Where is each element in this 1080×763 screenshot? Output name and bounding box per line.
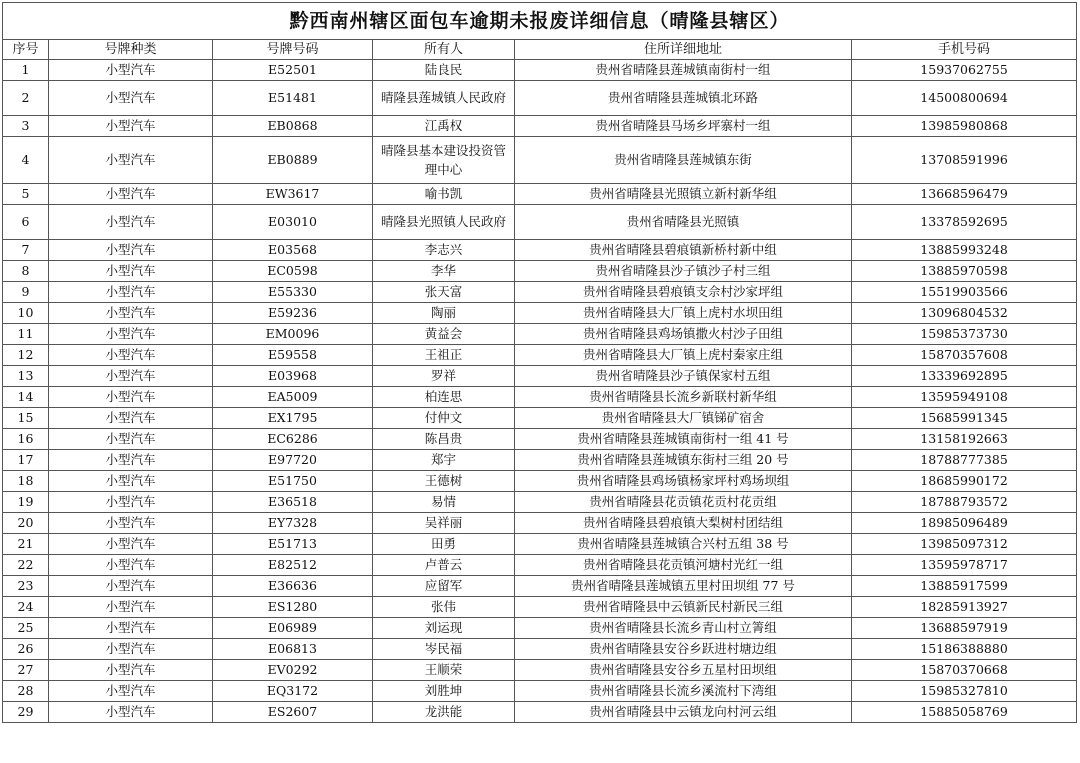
cell-seq: 10 [3,303,49,324]
cell-plate-type: 小型汽车 [49,534,213,555]
cell-address: 贵州省晴隆县安谷乡跃进村塘边组 [515,639,852,660]
cell-address: 贵州省晴隆县安谷乡五星村田坝组 [515,660,852,681]
table-row [3,681,1077,702]
cell-address: 贵州省晴隆县大厂镇上虎村水坝田组 [515,303,852,324]
cell-phone: 15519903566 [852,282,1077,303]
cell-seq: 16 [3,429,49,450]
cell-phone: 13985980868 [852,116,1077,137]
cell-plate-type: 小型汽车 [49,492,213,513]
table-row [3,137,1077,184]
table-row [3,387,1077,408]
header-row [3,40,1077,60]
cell-seq: 17 [3,450,49,471]
cell-address: 贵州省晴隆县莲城镇北环路 [515,81,852,116]
table-row [3,81,1077,116]
cell-seq: 2 [3,81,49,116]
cell-plate-number: E82512 [213,555,373,576]
cell-plate-type: 小型汽车 [49,660,213,681]
cell-phone: 13885993248 [852,240,1077,261]
cell-seq: 21 [3,534,49,555]
cell-plate-type: 小型汽车 [49,681,213,702]
cell-address: 贵州省晴隆县莲城镇五里村田坝组 77 号 [515,576,852,597]
cell-plate-number: EQ3172 [213,681,373,702]
cell-owner: 田勇 [373,534,515,555]
cell-plate-type: 小型汽车 [49,471,213,492]
cell-phone: 13668596479 [852,184,1077,205]
cell-plate-type: 小型汽车 [49,240,213,261]
cell-plate-number: EV0292 [213,660,373,681]
cell-seq: 12 [3,345,49,366]
cell-seq: 20 [3,513,49,534]
cell-plate-number: E06813 [213,639,373,660]
cell-owner: 应留军 [373,576,515,597]
cell-phone: 13595978717 [852,555,1077,576]
cell-plate-type: 小型汽车 [49,324,213,345]
cell-owner: 王祖正 [373,345,515,366]
page-title: 黔西南州辖区面包车逾期未报废详细信息（晴隆县辖区） [3,3,1077,40]
cell-phone: 15685991345 [852,408,1077,429]
cell-phone: 15870357608 [852,345,1077,366]
cell-seq: 14 [3,387,49,408]
cell-phone: 13885917599 [852,576,1077,597]
cell-owner: 陶丽 [373,303,515,324]
cell-address: 贵州省晴隆县长流乡青山村立箐组 [515,618,852,639]
cell-plate-number: ES2607 [213,702,373,723]
cell-phone: 13378592695 [852,205,1077,240]
cell-plate-number: EW3617 [213,184,373,205]
cell-owner: 晴隆县莲城镇人民政府 [373,81,515,116]
cell-plate-number: EM0096 [213,324,373,345]
cell-phone: 14500800694 [852,81,1077,116]
cell-plate-number: E59236 [213,303,373,324]
cell-plate-type: 小型汽车 [49,555,213,576]
table-row [3,60,1077,81]
cell-plate-number: EY7328 [213,513,373,534]
cell-address: 贵州省晴隆县大厂镇上虎村秦家庄组 [515,345,852,366]
cell-address: 贵州省晴隆县长流乡溪流村下湾组 [515,681,852,702]
table-body [3,60,1077,723]
cell-address: 贵州省晴隆县鸡场镇杨家坪村鸡场坝组 [515,471,852,492]
cell-owner: 柏连思 [373,387,515,408]
table-row [3,366,1077,387]
cell-address: 贵州省晴隆县中云镇龙向村河云组 [515,702,852,723]
cell-phone: 13885970598 [852,261,1077,282]
table-row [3,261,1077,282]
cell-plate-number: EB0889 [213,137,373,184]
table-row [3,408,1077,429]
cell-plate-number: E03568 [213,240,373,261]
cell-owner: 陆良民 [373,60,515,81]
cell-phone: 15186388880 [852,639,1077,660]
cell-plate-type: 小型汽车 [49,205,213,240]
header-phone: 手机号码 [852,40,1077,60]
table-row [3,534,1077,555]
cell-address: 贵州省晴隆县碧痕镇支佘村沙家坪组 [515,282,852,303]
cell-phone: 13595949108 [852,387,1077,408]
table-row [3,576,1077,597]
header-plate-number: 号牌号码 [213,40,373,60]
cell-owner: 晴隆县光照镇人民政府 [373,205,515,240]
cell-plate-number: EX1795 [213,408,373,429]
cell-address: 贵州省晴隆县沙子镇保家村五组 [515,366,852,387]
table-row [3,660,1077,681]
cell-address: 贵州省晴隆县中云镇新民村新民三组 [515,597,852,618]
cell-plate-number: ES1280 [213,597,373,618]
cell-plate-type: 小型汽车 [49,345,213,366]
table-row [3,597,1077,618]
cell-seq: 7 [3,240,49,261]
cell-owner: 郑宇 [373,450,515,471]
cell-plate-number: E36518 [213,492,373,513]
cell-seq: 19 [3,492,49,513]
cell-seq: 1 [3,60,49,81]
cell-owner: 江禹权 [373,116,515,137]
cell-address: 贵州省晴隆县碧痕镇新桥村新中组 [515,240,852,261]
cell-seq: 5 [3,184,49,205]
cell-plate-type: 小型汽车 [49,282,213,303]
cell-plate-type: 小型汽车 [49,303,213,324]
table-row [3,618,1077,639]
cell-phone: 13985097312 [852,534,1077,555]
cell-address: 贵州省晴隆县鸡场镇撒火村沙子田组 [515,324,852,345]
cell-phone: 13688597919 [852,618,1077,639]
cell-address: 贵州省晴隆县光照镇 [515,205,852,240]
cell-plate-type: 小型汽车 [49,116,213,137]
cell-address: 贵州省晴隆县莲城镇合兴村五组 38 号 [515,534,852,555]
cell-plate-number: E03968 [213,366,373,387]
cell-plate-type: 小型汽车 [49,81,213,116]
cell-plate-number: EA5009 [213,387,373,408]
cell-plate-number: E06989 [213,618,373,639]
cell-seq: 18 [3,471,49,492]
cell-seq: 22 [3,555,49,576]
cell-plate-type: 小型汽车 [49,618,213,639]
cell-address: 贵州省晴隆县马场乡坪寨村一组 [515,116,852,137]
cell-phone: 15985327810 [852,681,1077,702]
cell-seq: 8 [3,261,49,282]
cell-plate-number: E36636 [213,576,373,597]
cell-seq: 23 [3,576,49,597]
table-row [3,513,1077,534]
cell-plate-type: 小型汽车 [49,261,213,282]
table-row [3,345,1077,366]
cell-owner: 吴祥丽 [373,513,515,534]
cell-plate-number: E59558 [213,345,373,366]
cell-phone: 13158192663 [852,429,1077,450]
cell-address: 贵州省晴隆县光照镇立新村新华组 [515,184,852,205]
cell-address: 贵州省晴隆县花贡镇河塘村光红一组 [515,555,852,576]
header-address: 住所详细地址 [515,40,852,60]
cell-phone: 13708591996 [852,137,1077,184]
cell-plate-number: E55330 [213,282,373,303]
cell-owner: 王顺荣 [373,660,515,681]
cell-seq: 3 [3,116,49,137]
cell-owner: 晴隆县基本建设投资管理中心 [373,137,515,184]
cell-phone: 15985373730 [852,324,1077,345]
cell-seq: 24 [3,597,49,618]
table-row [3,492,1077,513]
cell-phone: 13339692895 [852,366,1077,387]
cell-owner: 张天富 [373,282,515,303]
cell-owner: 黄益会 [373,324,515,345]
cell-plate-number: E52501 [213,60,373,81]
header-seq: 序号 [3,40,49,60]
cell-plate-number: EB0868 [213,116,373,137]
cell-address: 贵州省晴隆县碧痕镇大梨树村团结组 [515,513,852,534]
cell-plate-number: EC6286 [213,429,373,450]
cell-plate-number: E03010 [213,205,373,240]
cell-seq: 15 [3,408,49,429]
cell-owner: 李华 [373,261,515,282]
cell-phone: 18685990172 [852,471,1077,492]
cell-plate-type: 小型汽车 [49,184,213,205]
cell-plate-type: 小型汽车 [49,702,213,723]
cell-address: 贵州省晴隆县花贡镇花贡村花贡组 [515,492,852,513]
cell-address: 贵州省晴隆县莲城镇南街村一组 41 号 [515,429,852,450]
cell-phone: 18285913927 [852,597,1077,618]
cell-plate-number: E51713 [213,534,373,555]
cell-seq: 28 [3,681,49,702]
table-row [3,429,1077,450]
cell-plate-type: 小型汽车 [49,366,213,387]
cell-owner: 龙洪能 [373,702,515,723]
cell-plate-type: 小型汽车 [49,60,213,81]
cell-phone: 18788793572 [852,492,1077,513]
cell-owner: 岑民福 [373,639,515,660]
table-row [3,471,1077,492]
cell-address: 贵州省晴隆县大厂镇锑矿宿舍 [515,408,852,429]
cell-plate-type: 小型汽车 [49,639,213,660]
cell-address: 贵州省晴隆县莲城镇东街村三组 20 号 [515,450,852,471]
cell-plate-type: 小型汽车 [49,576,213,597]
cell-owner: 王德树 [373,471,515,492]
table-row [3,450,1077,471]
cell-owner: 罗祥 [373,366,515,387]
cell-seq: 27 [3,660,49,681]
cell-plate-number: E51481 [213,81,373,116]
cell-seq: 13 [3,366,49,387]
cell-plate-type: 小型汽车 [49,429,213,450]
cell-plate-number: E97720 [213,450,373,471]
cell-phone: 18985096489 [852,513,1077,534]
cell-phone: 13096804532 [852,303,1077,324]
cell-phone: 15937062755 [852,60,1077,81]
cell-address: 贵州省晴隆县莲城镇东街 [515,137,852,184]
table-row [3,184,1077,205]
cell-plate-type: 小型汽车 [49,137,213,184]
cell-plate-number: EC0598 [213,261,373,282]
table-row [3,639,1077,660]
header-owner: 所有人 [373,40,515,60]
cell-owner: 付仲文 [373,408,515,429]
cell-phone: 18788777385 [852,450,1077,471]
cell-plate-number: E51750 [213,471,373,492]
cell-address: 贵州省晴隆县长流乡新联村新华组 [515,387,852,408]
cell-seq: 26 [3,639,49,660]
table-row [3,303,1077,324]
cell-seq: 11 [3,324,49,345]
cell-seq: 29 [3,702,49,723]
cell-owner: 陈昌贵 [373,429,515,450]
cell-address: 贵州省晴隆县沙子镇沙子村三组 [515,261,852,282]
table-row [3,282,1077,303]
table-row [3,324,1077,345]
header-plate-type: 号牌种类 [49,40,213,60]
cell-phone: 15885058769 [852,702,1077,723]
cell-owner: 刘运现 [373,618,515,639]
cell-plate-type: 小型汽车 [49,408,213,429]
table-row [3,240,1077,261]
cell-owner: 易情 [373,492,515,513]
cell-plate-type: 小型汽车 [49,450,213,471]
cell-seq: 6 [3,205,49,240]
cell-plate-type: 小型汽车 [49,513,213,534]
cell-owner: 刘胜坤 [373,681,515,702]
cell-seq: 25 [3,618,49,639]
cell-owner: 喻书凯 [373,184,515,205]
table-row [3,116,1077,137]
table-row [3,205,1077,240]
cell-owner: 张伟 [373,597,515,618]
cell-plate-type: 小型汽车 [49,387,213,408]
cell-owner: 李志兴 [373,240,515,261]
vehicle-table [2,2,1077,723]
cell-address: 贵州省晴隆县莲城镇南街村一组 [515,60,852,81]
cell-owner: 卢普云 [373,555,515,576]
table-row [3,555,1077,576]
spreadsheet [2,2,1076,723]
cell-seq: 9 [3,282,49,303]
cell-seq: 4 [3,137,49,184]
cell-plate-type: 小型汽车 [49,597,213,618]
cell-phone: 15870370668 [852,660,1077,681]
table-row [3,702,1077,723]
